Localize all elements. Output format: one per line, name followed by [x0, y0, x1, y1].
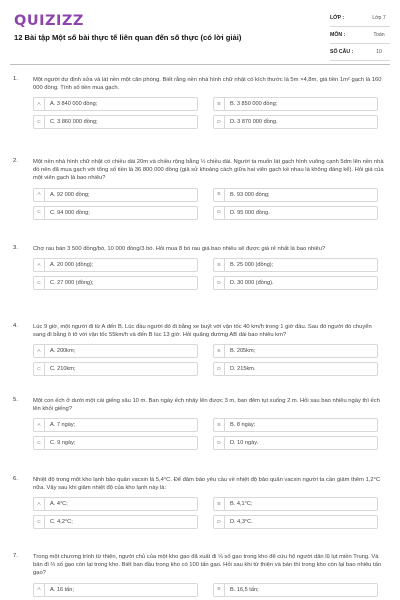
answer-option-a[interactable]: [33, 344, 198, 358]
question-number: 1.: [13, 76, 18, 82]
option-letter: A: [34, 259, 45, 271]
question-1: [0, 76, 400, 129]
question-6: [0, 476, 400, 529]
question-number: 4.: [13, 323, 18, 329]
answer-option-b[interactable]: [213, 258, 378, 272]
option-letter: B: [214, 419, 225, 431]
question-number: 2.: [13, 158, 18, 164]
answer-option-c[interactable]: [33, 276, 198, 290]
option-text: D. 215km.: [230, 366, 256, 373]
answer-option-d[interactable]: [213, 206, 378, 220]
option-letter: D: [214, 207, 225, 219]
question-number: 7.: [13, 553, 18, 559]
answer-option-b[interactable]: [213, 497, 378, 511]
meta-value: Toán: [373, 32, 385, 38]
option-letter: B: [214, 98, 225, 110]
option-letter: D: [214, 363, 225, 375]
question-text: Lúc 9 giờ, một người đi từ A đến B. Lúc đầu người đó đi bằng xe buýt với vận tốc 40 km/h trong 1 giờ đầu. Sau đó người đó chuyển sang đi bằng ô tô với vận tốc 55km/h và đến B lúc 13 giờ. Hỏi quãng đường AB dài bao nhiêu km?: [33, 324, 372, 339]
option-text: D. 10 ngày.: [230, 440, 259, 447]
question-3: [0, 245, 400, 290]
answer-option-a[interactable]: [33, 497, 198, 511]
question-number: 6.: [13, 476, 18, 482]
option-text: B. 16,5 tấn;: [230, 586, 259, 593]
meta-label: MÔN :: [330, 32, 346, 38]
option-text: A. 4°C;: [50, 501, 68, 508]
option-letter: B: [214, 345, 225, 357]
question-text: Nhiệt độ trong một kho lạnh bảo quản vacxin là 5,4°C. Để đảm bảo yêu cầu về nhiệt độ bảo quản vacxin người ta cần giảm thêm 1,2°C nữa. Vậy sau khi giảm nhiệt độ của kho lạnh này là:: [33, 477, 381, 492]
option-text: D. 95 000 đồng.: [230, 209, 270, 216]
worksheet-meta: [330, 10, 390, 61]
option-text: A. 3 840 000 đồng;: [50, 101, 98, 108]
answer-options: [33, 188, 385, 220]
answer-option-a[interactable]: [33, 188, 198, 202]
question-text: Một người dự định sửa và lát nền một căn phòng. Biết rằng nền nhà hình chữ nhật có kích thước là 5m ×4,8m, giá tiền 1m² gạch là 160 000 đồng. Tính số tiền mua gạch.: [33, 77, 382, 92]
meta-grade: [330, 10, 390, 27]
meta-value: Lớp 7: [372, 15, 386, 21]
option-letter: B: [214, 189, 225, 201]
question-number: 3.: [13, 245, 18, 251]
meta-subject: [330, 27, 390, 44]
question-7: [0, 553, 400, 597]
answer-options: [33, 418, 385, 450]
option-text: C. 4,2°C;: [50, 519, 73, 526]
answer-option-b[interactable]: [213, 583, 378, 597]
answer-options: [33, 497, 385, 529]
option-letter: C: [34, 277, 45, 289]
option-text: C. 94 000 đồng;: [50, 209, 90, 216]
question-2: [0, 158, 400, 220]
option-letter: A: [34, 98, 45, 110]
option-letter: D: [214, 277, 225, 289]
question-text: Trong một chương trình từ thiện, người chủ của một kho gạo đã xuất đi ⅓ số gạo trong kho để cứu hộ người dân lũ lụt miền Trung. Và bán đi ⅔ số gạo còn lại trong kho. Biết ban đầu trong kho có 100 tấn gạo. Hỏi sau khi từ thiện và bán thì trong kho còn lại bao nhiêu tấn gạo?: [33, 554, 382, 577]
option-text: C. 9 ngày;: [50, 440, 76, 447]
answer-option-b[interactable]: [213, 188, 378, 202]
option-letter: D: [214, 516, 225, 528]
answer-option-d[interactable]: [213, 436, 378, 450]
question-4: [0, 323, 400, 376]
option-text: B. 205km;: [230, 348, 256, 355]
option-text: D. 3 870 000 đồng.: [230, 119, 278, 126]
option-text: A. 200km;: [50, 348, 76, 355]
option-letter: C: [34, 437, 45, 449]
option-text: A. 20 000 (đồng);: [50, 262, 94, 269]
option-text: B. 8 ngày;: [230, 422, 256, 429]
question-text: Một con ếch ở dưới một cái giếng sâu 10 m. Ban ngày ếch nhảy lên được 3 m, ban đêm tụt xuống 2 m. Hỏi sau bao nhiêu ngày thì ếch lên khỏi giếng?: [33, 398, 380, 413]
option-text: C. 3 860 000 đồng;: [50, 119, 98, 126]
header-divider: [10, 64, 390, 65]
option-text: B. 4,1°C;: [230, 501, 253, 508]
option-letter: D: [214, 116, 225, 128]
option-text: C. 27 000 (đồng);: [50, 280, 94, 287]
option-letter: A: [34, 498, 45, 510]
option-letter: B: [214, 498, 225, 510]
question-text: Chợ rau bán 3 500 đồng/bó, 10 000 đồng/3 bó. Hỏi mua 8 bó rau giá bao nhiêu sẽ được giá rẻ nhất là bao nhiêu?: [33, 246, 326, 252]
answer-options: [33, 344, 385, 376]
meta-label: LỚP :: [330, 15, 345, 21]
option-letter: A: [34, 189, 45, 201]
meta-value: 10: [376, 49, 382, 55]
answer-options: [33, 583, 385, 597]
answer-option-d[interactable]: [213, 362, 378, 376]
option-letter: A: [34, 345, 45, 357]
option-letter: B: [214, 584, 225, 596]
quizizz-logo[interactable]: QUIZIZZ: [14, 13, 84, 29]
answer-option-c[interactable]: [33, 515, 198, 529]
option-text: D. 4,3°C.: [230, 519, 253, 526]
option-letter: C: [34, 363, 45, 375]
meta-label: SỐ CÂU :: [330, 49, 354, 55]
answer-option-c[interactable]: [33, 362, 198, 376]
answer-option-d[interactable]: [213, 515, 378, 529]
answer-option-a[interactable]: [33, 97, 198, 111]
option-letter: C: [34, 116, 45, 128]
question-5: [0, 397, 400, 450]
worksheet-header: [0, 0, 400, 62]
option-letter: A: [34, 584, 45, 596]
option-text: A. 92 000 đồng;: [50, 191, 90, 198]
option-letter: B: [214, 259, 225, 271]
answer-option-a[interactable]: [33, 583, 198, 597]
answer-option-b[interactable]: [213, 418, 378, 432]
option-text: B. 93 000 đồng;: [230, 191, 270, 198]
option-letter: A: [34, 419, 45, 431]
option-text: B. 3 850 000 đồng;: [230, 101, 278, 108]
answer-option-c[interactable]: [33, 115, 198, 129]
option-text: A. 16 tấn;: [50, 586, 74, 593]
meta-question-count: [330, 44, 390, 61]
answer-option-b[interactable]: [213, 344, 378, 358]
option-letter: C: [34, 516, 45, 528]
answer-option-d[interactable]: [213, 276, 378, 290]
question-number: 5.: [13, 397, 18, 403]
option-text: A. 7 ngày;: [50, 422, 76, 429]
answer-options: [33, 258, 385, 290]
option-text: B. 25 000 (đồng);: [230, 262, 274, 269]
answer-options: [33, 97, 385, 129]
question-text: Một nền nhà hình chữ nhật có chiều dài 20m và chiều rộng bằng ½ chiều dài. Người ta muốn lát gạch hình vuông cạnh 5dm lên nền nhà đó nên đã mua gạch với tổng số tiền là 36 800 000 đồng (giả sử khoảng cách giữa hai viên gạch kề nhau là không đáng kể). Hỏi giá của một viên gạch là bao nhiêu?: [33, 159, 384, 182]
answer-option-b[interactable]: [213, 97, 378, 111]
option-letter: C: [34, 207, 45, 219]
answer-option-c[interactable]: [33, 206, 198, 220]
option-letter: D: [214, 437, 225, 449]
worksheet-title: 12 Bài tập Một số bài thực tế liên quan đến số thực (có lời giải): [14, 33, 242, 42]
option-text: C. 210km;: [50, 366, 76, 373]
answer-option-c[interactable]: [33, 436, 198, 450]
answer-option-a[interactable]: [33, 258, 198, 272]
option-text: D. 30 000 (đồng).: [230, 280, 274, 287]
answer-option-a[interactable]: [33, 418, 198, 432]
answer-option-d[interactable]: [213, 115, 378, 129]
